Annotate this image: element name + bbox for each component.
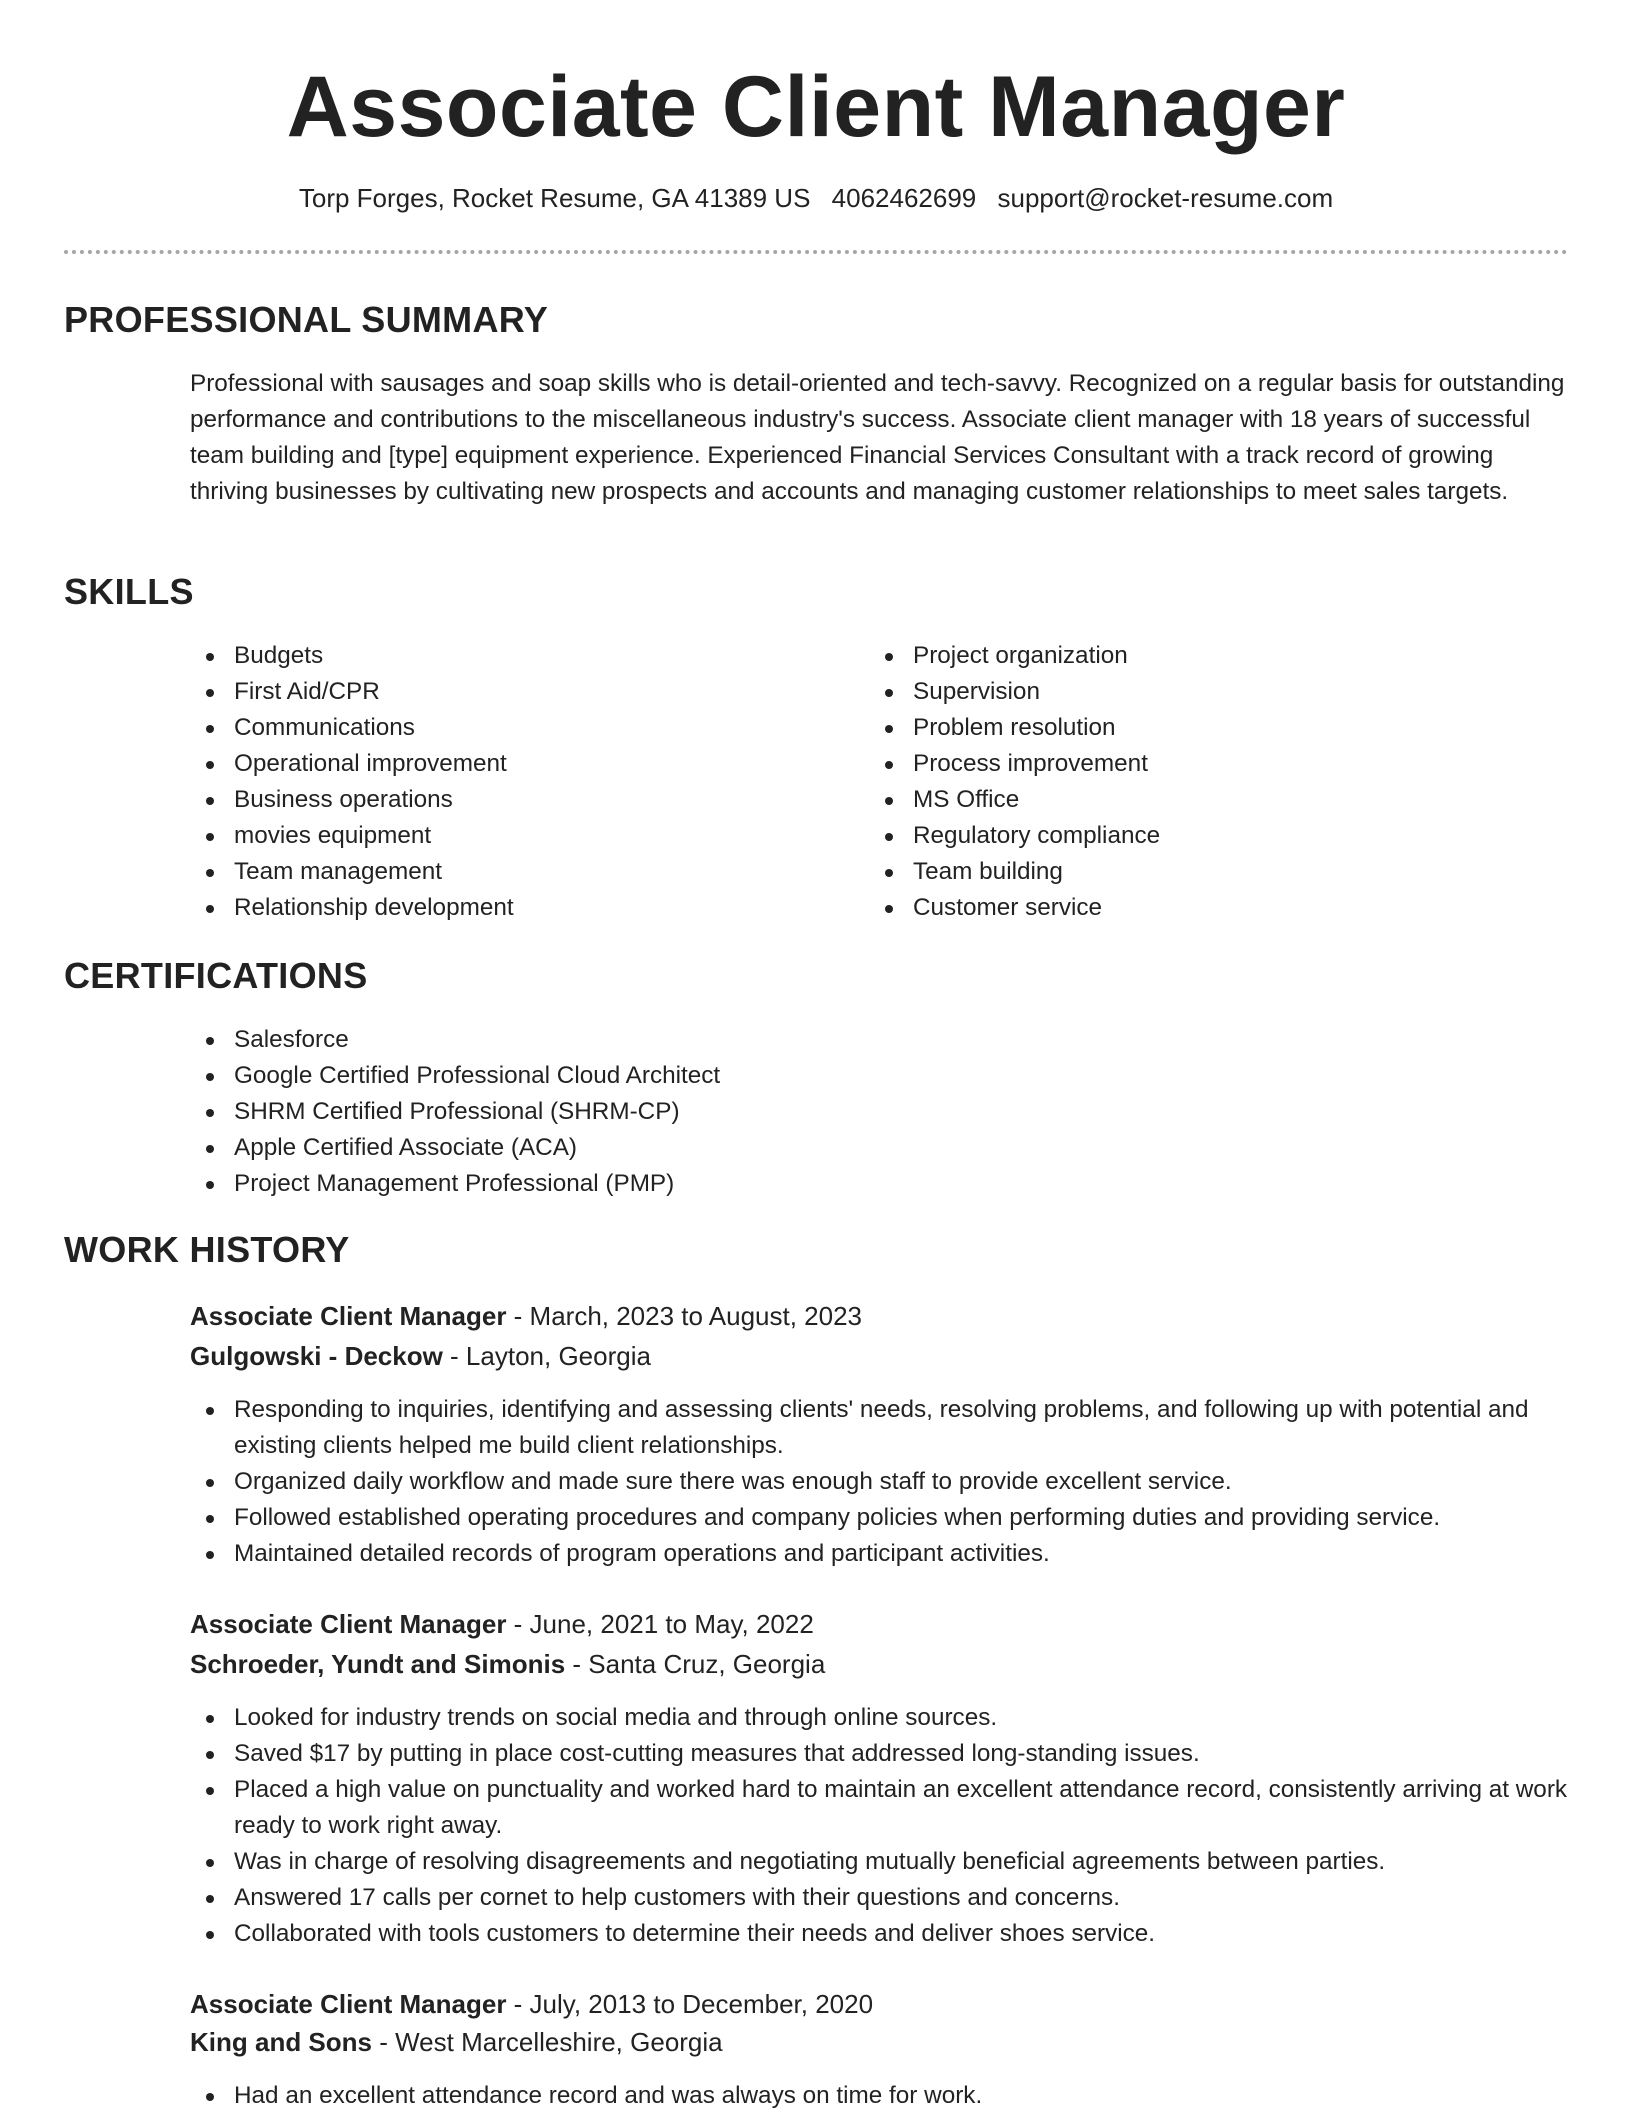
job-bullets	[190, 1392, 1570, 1572]
skills-list-left	[190, 638, 830, 926]
skill-item: Team management	[190, 854, 830, 890]
skill-item: Relationship development	[190, 890, 830, 926]
job-bullet: Saved $17 by putting in place cost-cutting measures that addressed long-standing issues.	[190, 1736, 1570, 1772]
job-title-line	[190, 1296, 862, 1336]
job-company-line	[190, 2022, 723, 2062]
job-bullet: Collaborated with tools customers to determine their needs and deliver shoes service.	[190, 1916, 1570, 1952]
skill-item: Operational improvement	[190, 746, 830, 782]
job-company-line	[190, 1644, 825, 1684]
skill-item: Business operations	[190, 782, 830, 818]
certifications-heading: CERTIFICATIONS	[64, 955, 368, 996]
job-location: - West Marcelleshire, Georgia	[372, 2027, 723, 2057]
job-role: Associate Client Manager	[190, 1989, 507, 2019]
job-role: Associate Client Manager	[190, 1301, 507, 1331]
summary-heading: PROFESSIONAL SUMMARY	[64, 299, 549, 340]
contact-email: support@rocket-resume.com	[997, 183, 1334, 213]
certification-item: Apple Certified Associate (ACA)	[190, 1130, 1570, 1166]
job-location: - Santa Cruz, Georgia	[565, 1649, 826, 1679]
contact-line	[0, 180, 1632, 216]
skills-list-right	[869, 638, 1509, 926]
work-history-heading: WORK HISTORY	[64, 1229, 350, 1270]
summary-text: Professional with sausages and soap skills who is detail-oriented and tech-savvy. Recognized on a regular basis for outstanding performance and contributions to the miscellaneous industry's success. Associate client manager with 18 years of successful team building and [type] equipment experience. Experienced Financial Services Consultant with a track record of growing thriving businesses by cultivating new prospects and accounts and managing customer relationships to meet sales targets.	[190, 370, 1565, 505]
job-bullet: Had an excellent attendance record and was always on time for work.	[190, 2078, 1570, 2112]
contact-phone: 4062462699	[831, 183, 977, 213]
skill-item: Project organization	[869, 638, 1509, 674]
skill-item: Process improvement	[869, 746, 1509, 782]
certification-item: Salesforce	[190, 1022, 1570, 1058]
candidate-name: Associate Client Manager	[286, 59, 1346, 155]
skill-item: Regulatory compliance	[869, 818, 1509, 854]
job-company-line	[190, 1336, 651, 1376]
certification-item: SHRM Certified Professional (SHRM-CP)	[190, 1094, 1570, 1130]
skill-item: First Aid/CPR	[190, 674, 830, 710]
job-dates: - June, 2021 to May, 2022	[506, 1609, 814, 1639]
skill-item: Communications	[190, 710, 830, 746]
job-title-line	[190, 1604, 814, 1644]
job-dates: - July, 2013 to December, 2020	[506, 1989, 874, 2019]
contact-address: Torp Forges, Rocket Resume, GA 41389 US	[298, 183, 811, 213]
job-bullet: Placed a high value on punctuality and worked hard to maintain an excellent attendance record, consistently arriving at work ready to work right away.	[190, 1772, 1570, 1844]
skill-item: Problem resolution	[869, 710, 1509, 746]
job-location: - Layton, Georgia	[442, 1341, 651, 1371]
skill-item: movies equipment	[190, 818, 830, 854]
skill-item: Customer service	[869, 890, 1509, 926]
job-bullet: Looked for industry trends on social media and through online sources.	[190, 1700, 1570, 1736]
certifications-list	[190, 1022, 1570, 1202]
job-bullet: Followed established operating procedures and company policies when performing duties and providing service.	[190, 1500, 1570, 1536]
job-bullets	[190, 1700, 1570, 1952]
skill-item: Supervision	[869, 674, 1509, 710]
job-company: Schroeder, Yundt and Simonis	[190, 1649, 566, 1679]
job-dates: - March, 2023 to August, 2023	[506, 1301, 862, 1331]
job-company: King and Sons	[190, 2027, 372, 2057]
job-bullet: Answered 17 calls per cornet to help customers with their questions and concerns.	[190, 1880, 1570, 1916]
job-company: Gulgowski - Deckow	[190, 1341, 443, 1371]
header-divider	[64, 250, 1568, 254]
skill-item: Budgets	[190, 638, 830, 674]
certification-item: Project Management Professional (PMP)	[190, 1166, 1570, 1202]
job-bullet: Organized daily workflow and made sure there was enough staff to provide excellent service.	[190, 1464, 1570, 1500]
skills-heading: SKILLS	[64, 571, 194, 612]
job-bullet: Was in charge of resolving disagreements and negotiating mutually beneficial agreements between parties.	[190, 1844, 1570, 1880]
job-bullet: Maintained detailed records of program operations and participant activities.	[190, 1536, 1570, 1572]
job-bullets	[190, 2078, 1570, 2112]
job-bullet: Responding to inquiries, identifying and assessing clients' needs, resolving problems, and following up with potential and existing clients helped me build client relationships.	[190, 1392, 1570, 1464]
skill-item: Team building	[869, 854, 1509, 890]
certification-item: Google Certified Professional Cloud Architect	[190, 1058, 1570, 1094]
job-title-line	[190, 1984, 873, 2024]
job-role: Associate Client Manager	[190, 1609, 507, 1639]
skill-item: MS Office	[869, 782, 1509, 818]
